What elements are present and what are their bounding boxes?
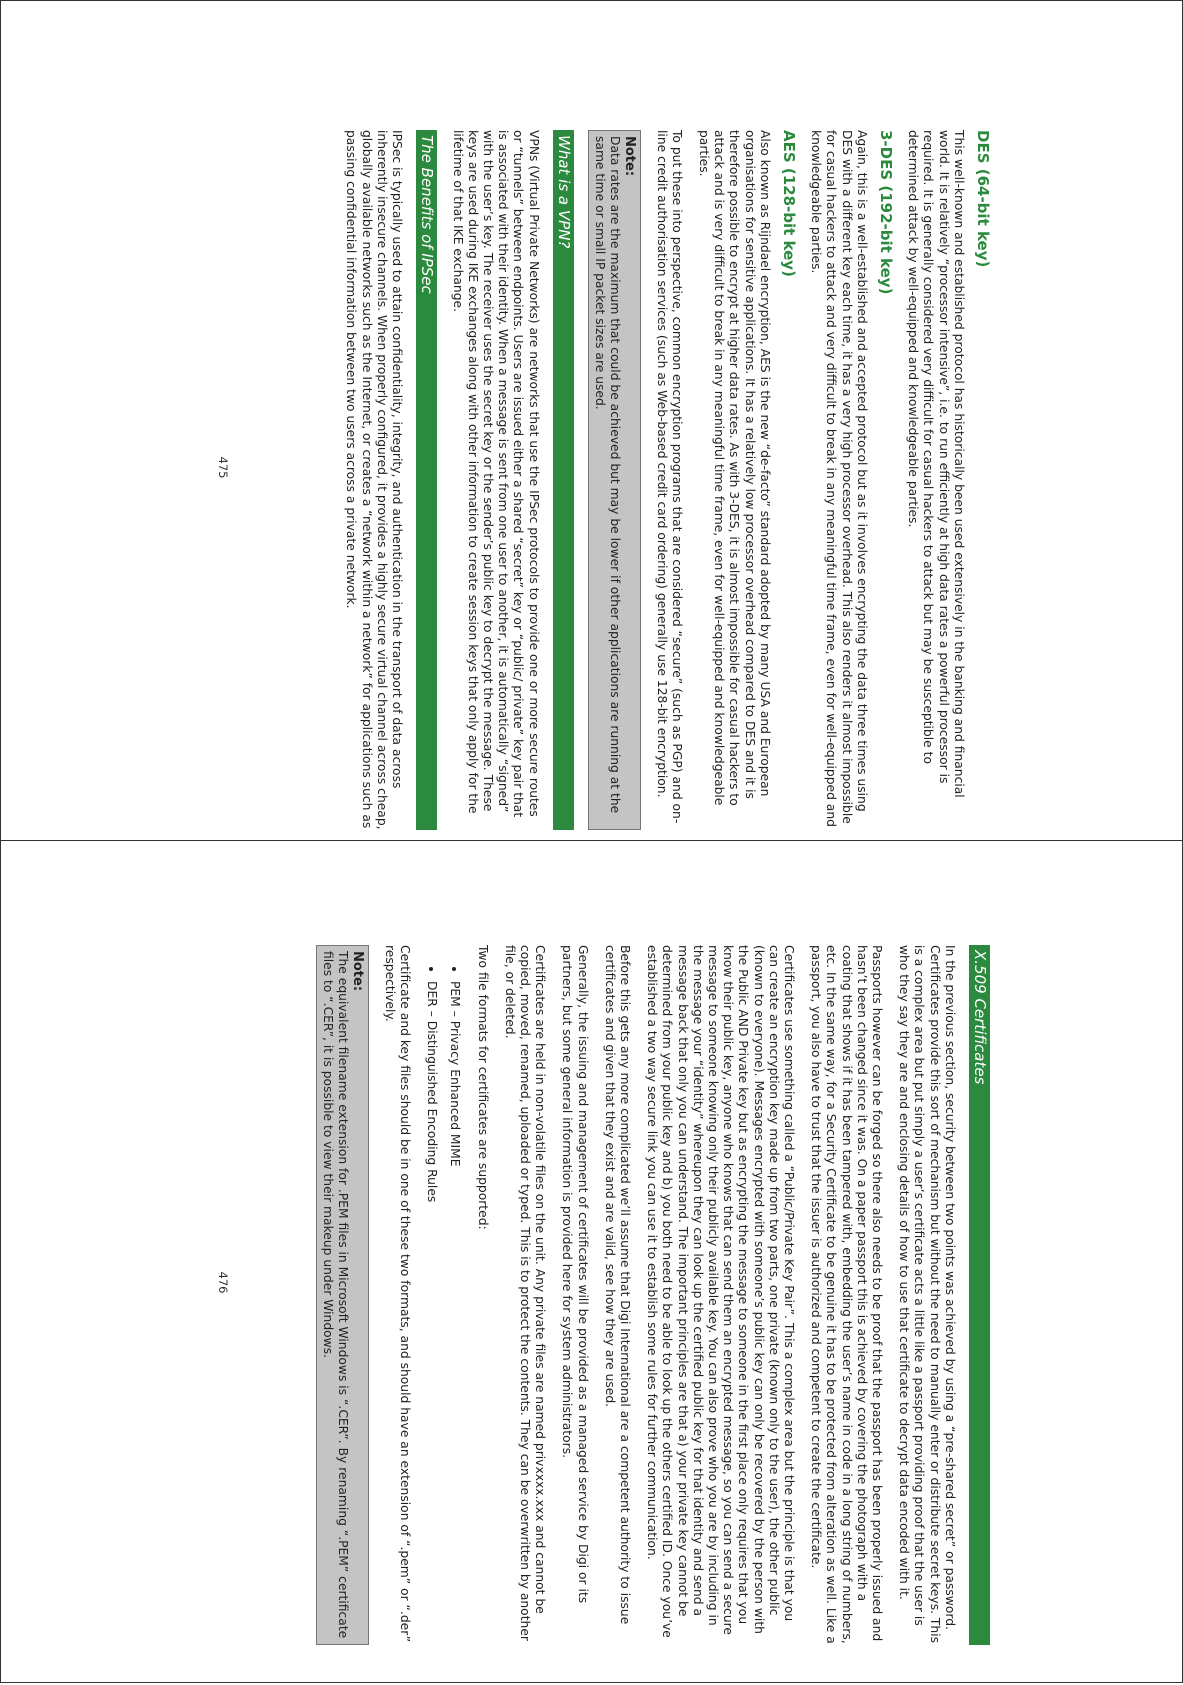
des-heading: DES (64-bit key) xyxy=(974,130,992,268)
aes-heading: AES (128-bit key) xyxy=(779,130,798,277)
note-text: The equivalent filename extension for .PEM files in Microsoft Windows is “.CER”. By renaming “.PEM” certificate files to “.CER”, it is possible to view their makeup under Windows. xyxy=(321,951,351,1639)
vpn-heading: What is a VPN? xyxy=(553,130,574,830)
note-title: Note: xyxy=(622,136,638,177)
x509-digi-authority: Before this gets any more complicated we’ll assume that Digi International are a competent authority to issue certificates and given that they exist and are valid, see how they are used. xyxy=(602,945,632,1625)
x509-storage: Certificates are held in non-volatile files on the unit. Any private files are named privxxxx.xxx and cannot be copied, moved, renamed, uploaded or typed. This is to protect the contents. They can be overwritten by another file, or deleted. xyxy=(502,945,548,1641)
data-rate-note xyxy=(588,130,642,830)
page-475 xyxy=(145,65,1050,870)
note-text: Data rates are the maximum that could be achieved but may be lower if other applications are running at the same time or small IP packet sizes are used. xyxy=(592,136,623,814)
vpn-body: VPNs (Virtual Private Networks) are networks that use the IPSec protocols to provide one or more secure routes or “tunnels” between endpoints. Users are issued either a shared “secret” key or “public/ private” key pair that is associated with their identity. When a message is sent from one user to another, it is automatically “signed” with the user’s key. The receiver uses the secret key or the sender’s public key to decrypt the message. These keys are used during IKE exchanges along with other information to create session keys that only apply for the lifetime of that IKE exchange. xyxy=(450,130,541,818)
x509-heading: X.509 Certificates xyxy=(969,945,990,1645)
page-number: 476 xyxy=(216,1271,230,1294)
format-list xyxy=(424,945,462,1645)
page-475-content xyxy=(331,130,990,830)
list-item: • PEM – Privacy Enhanced MIME xyxy=(447,981,462,1645)
note-title: Note: xyxy=(350,951,366,992)
x509-extensions: Certificate and key files should be in one of these two formats, and should have an extension of “.pem” or “.der” respectively. xyxy=(382,945,412,1643)
3des-body: Again, this is a well-established and accepted protocol but as it involves encrypting the data three times using DES with a different key each time, it has a very high processor overhead. This also renders it almost impossible for casual hackers to attack and very difficult to break in any meaningful time frame, even for well-equipped and knowledgeable parties. xyxy=(809,130,869,827)
x509-management: Generally, the issuing and management of certificates will be provided as a managed service by Digi or its partners, but some general information is provided here for system administrators. xyxy=(560,945,590,1604)
page-476 xyxy=(145,880,1050,1685)
ipsec-benefits-heading: The Benefits of IPSec xyxy=(416,130,437,830)
aes-body: Also known as Rijndael encryption, AES is the new “de-facto” standard adopted by many USA and European organisations for sensitive applications. It has a relatively low processor overhead compared to DES and it is therefore possible to encrypt at higher data rates. As with 3-DES, it is almost impossible for casual hackers to attack and is very difficult to break in any meaningful time frame, even for well-equipped and knowledgeable parties. xyxy=(696,130,772,806)
list-item: • DER – Distinguished Encoding Rules xyxy=(424,981,439,1645)
x509-key-pair: Certificates use something called a “Public/Private Key Pair”. This a complex area but the principle is that you can create an encryption key made up from two parts, one private (known only to the user), the other public (known to everyone). Messages encrypted with someone’s public key can only be recovered by the person with the Public AND Private key but as encrypting the message to someone in the first place only requires that you know their public key, anyone who knows that can send them an encrypted message, so you can send a secure message to someone knowing only their publicly available key. You can also prove who you are by including in the message your “identity” whereupon they can look up the certified public key for that identity and send a message back that only you can understand. The important principles are that a) your private key cannot be determined from your public key and b) you both need to be able to look up the others certified ID. Once you’ve established a two way secure link you can use it to establish some rules for further communication. xyxy=(645,945,796,1638)
x509-passport: Passports however can be forged so there also needs to be proof that the passport has been properly issued and hasn’t been changed since it was. On a paper passport this is achieved by covering the photograph with a coating that shows if it has been tampered with, embedding the user’s name in code in a long string of numbers, etc. In the same way, for a Security Certificate to be genuine it has to be protected from alteration as well. Like a passport, you also have to trust that the issuer is authorized and competent to create the certificate. xyxy=(809,945,884,1644)
des-body: This well-known and established protocol has historically been used extensively in the banking and financial world. It is relatively “processor intensive”, i.e. to run efficiently at high data rates a powerful processor is required. It is generally considered very difficult for casual hackers to attack but may be susceptible to determined attack by well-equipped and knowledgeable parties. xyxy=(906,130,966,798)
x509-intro: In the previous section, security between two points was achieved by using a “pre-shared secret” or password. Certificates provide this sort of mechanism but without the need to manually enter or distribute secret keys. This is a complex area but put simply a user’s certificate acts a little like a passport providing proof that the user is who they say they are and enclosing details of how to use that certificate to decrypt data encoded with it. xyxy=(897,945,957,1644)
page-476-content xyxy=(302,945,990,1645)
aes-body-perspective: To put these into perspective, common encryption programs that are considered “secure” (such as PGP) and on-line credit authorisation services (such as Web-based credit card ordering) generally use 128-bit encryption. xyxy=(654,130,684,824)
cer-extension-note xyxy=(316,945,370,1645)
3des-heading: 3-DES (192-bit key) xyxy=(876,130,895,295)
x509-formats-intro: Two file formats for certificates are supported: xyxy=(475,945,490,1230)
page-number: 475 xyxy=(216,456,230,479)
ipsec-benefits-body: IPSec is typically used to attain confidentiality, integrity, and authentication in the transport of data across inherently insecure channels. When properly configured, it provides a highly secure virtual channel across cheap, globally available networks such as the Internet, or creates a “network within a network” for applications such as passing confidential information between two users across a private network. xyxy=(344,130,405,830)
